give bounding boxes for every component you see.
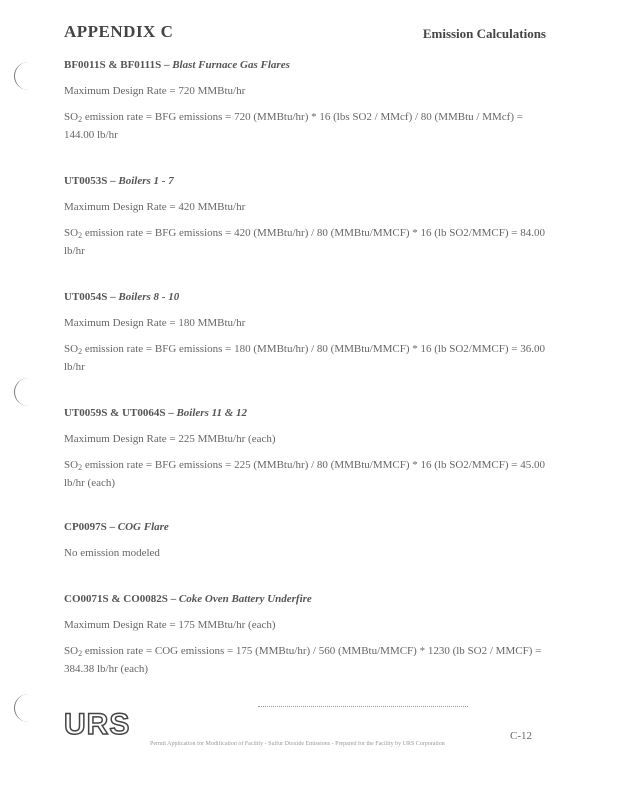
binder-hole-bottom [14,694,29,722]
calc-prefix: SO [64,645,79,657]
design-rate: Maximum Design Rate = 180 MMBtu/hr [64,317,246,329]
source-title: CP0097S – COG Flare [64,521,169,533]
source-name: Coke Oven Battery Underfire [178,593,312,605]
source-title: UT0059S & UT0064S – Boilers 11 & 12 [64,407,248,419]
urs-logo: URS [64,708,131,741]
source-title: BF0011S & BF0111S – Blast Furnace Gas Flares [64,59,290,71]
binder-hole-middle [14,378,29,406]
calc-body: emission rate = BFG emissions = 420 (MMBtu/hr) / 80 (MMBtu/MMCF) * 16 (lb SO2/MMCF) = 84.00 lb/hr [64,227,545,257]
calc-prefix: SO [64,459,79,471]
page-number: C-12 [510,730,532,742]
source-name: COG Flare [117,521,169,533]
binder-hole-top [14,62,29,90]
calc-subscript: 2 [78,115,83,124]
source-section [64,172,554,268]
calc-body: emission rate = BFG emissions = 225 (MMBtu/hr) / 80 (MMBtu/MMCF) * 16 (lb SO2/MMCF) = 45.00 lb/hr (each) [64,459,545,489]
source-name: Boilers 11 & 12 [176,407,248,419]
source-title: UT0053S – Boilers 1 - 7 [64,175,174,187]
source-name: Boilers 1 - 7 [118,175,174,187]
calc-subscript: 2 [78,649,83,658]
source-title: UT0054S – Boilers 8 - 10 [64,291,180,303]
emission-calc [64,340,554,376]
calc-body: emission rate = BFG emissions = 180 (MMBtu/hr) / 80 (MMBtu/MMCF) * 16 (lb SO2/MMCF) = 36.00 lb/hr [64,343,545,373]
calc-subscript: 2 [78,463,83,472]
source-title: CO0071S & CO0082S – Coke Oven Battery Underfire [64,593,312,605]
source-name: Boilers 8 - 10 [118,291,180,303]
design-rate: Maximum Design Rate = 225 MMBtu/hr (each) [64,433,276,445]
design-rate: Maximum Design Rate = 175 MMBtu/hr (each) [64,619,276,631]
design-rate: No emission modeled [64,547,160,559]
calc-body: emission rate = COG emissions = 175 (MMBtu/hr) / 560 (MMBtu/MMCF) * 1230 (lb SO2 / MMCF) = 384.38 lb/hr (each) [64,645,542,675]
source-name: Blast Furnace Gas Flares [172,59,290,71]
calc-prefix: SO [64,227,79,239]
emission-calc [64,224,554,260]
source-id: CP0097S [64,521,107,533]
section-header: Emission Calculations [422,26,546,41]
calc-prefix: SO [64,111,79,123]
footer-fine-print: Permit Application for Modification of Facility - Sulfur Dioxide Emissions - Prepared for the Facility by URS Corporation [150,741,445,747]
calc-subscript: 2 [78,347,83,356]
appendix-header: APPENDIX C [64,22,174,41]
calc-prefix: SO [64,343,79,355]
source-id: BF0011S & BF0111S [64,59,162,71]
emission-calc [64,456,554,492]
footer-divider [258,706,468,707]
source-id: UT0059S & UT0064S [64,407,166,419]
source-section [64,404,554,500]
source-section [64,518,554,570]
source-id: UT0053S [64,175,108,187]
design-rate: Maximum Design Rate = 420 MMBtu/hr [64,201,246,213]
source-section [64,590,554,686]
source-id: UT0054S [64,291,108,303]
design-rate: Maximum Design Rate = 720 MMBtu/hr [64,85,246,97]
source-section [64,288,554,384]
emission-calc [64,108,554,144]
calc-body: emission rate = BFG emissions = 720 (MMBtu/hr) * 16 (lbs SO2 / MMcf) / 80 (MMBtu / MMcf) = 144.00 lb/hr [64,111,523,141]
emission-calc [64,642,554,678]
calc-subscript: 2 [78,231,83,240]
source-id: CO0071S & CO0082S [64,593,168,605]
source-section [64,56,554,152]
